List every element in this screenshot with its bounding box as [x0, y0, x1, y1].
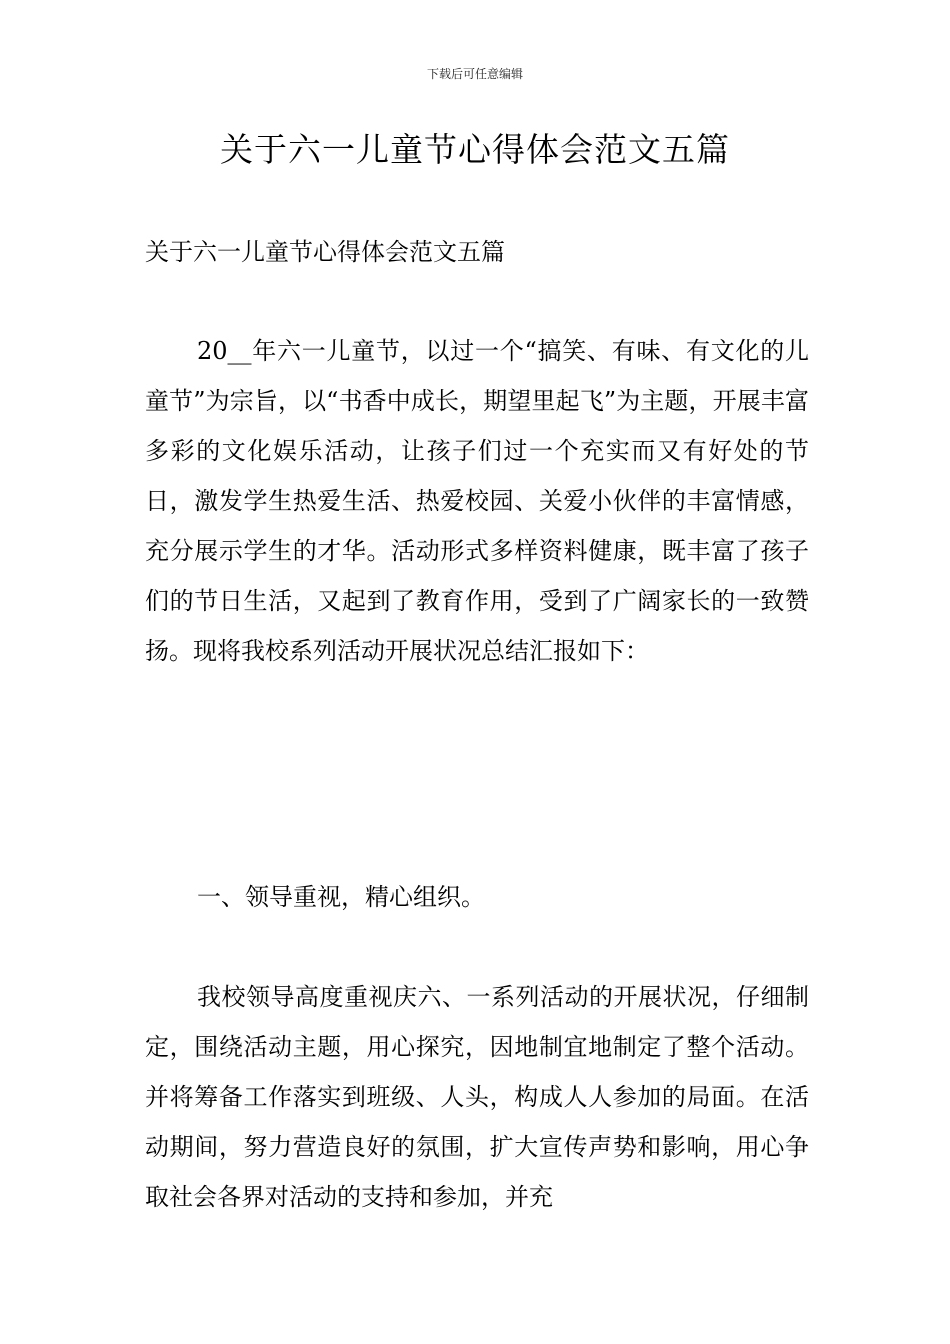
body-paragraph: 20__年六一儿童节，以过一个“搞笑、有味、有文化的儿童节”为宗旨，以“书香中成长，期望里起飞”为主题，开展丰富多彩的文化娱乐活动，让孩子们过一个充实而又有好处的节日，激发学生热爱生活、热爱校园、关爱小伙伴的丰富情感，充分展示学生的才华。活动形式多样资料健康，既丰富了孩子们的节日生活，又起到了教育作用，受到了广阔家长的一致赞扬。现将我校系列活动开展状况总结汇报如下： [145, 337, 809, 665]
header-note: 下载后可任意编辑 [426, 67, 523, 81]
body-paragraph: 我校领导高度重视庆六、一系列活动的开展状况，仔细制定，围绕活动主题，用心探究，因地制宜地制定了整个活动。并将筹备工作落实到班级、人头，构成人人参加的局面。在活动期间，努力营造良好的氛围，扩大宣传声势和影响，用心争取社会各界对活动的支持和参加，并充 [145, 983, 809, 1211]
document-title: 关于六一儿童节心得体会范文五篇 [220, 130, 730, 169]
document-subtitle: 关于六一儿童节心得体会范文五篇 [145, 238, 505, 266]
section-heading: 一、领导重视，精心组织。 [197, 883, 485, 911]
